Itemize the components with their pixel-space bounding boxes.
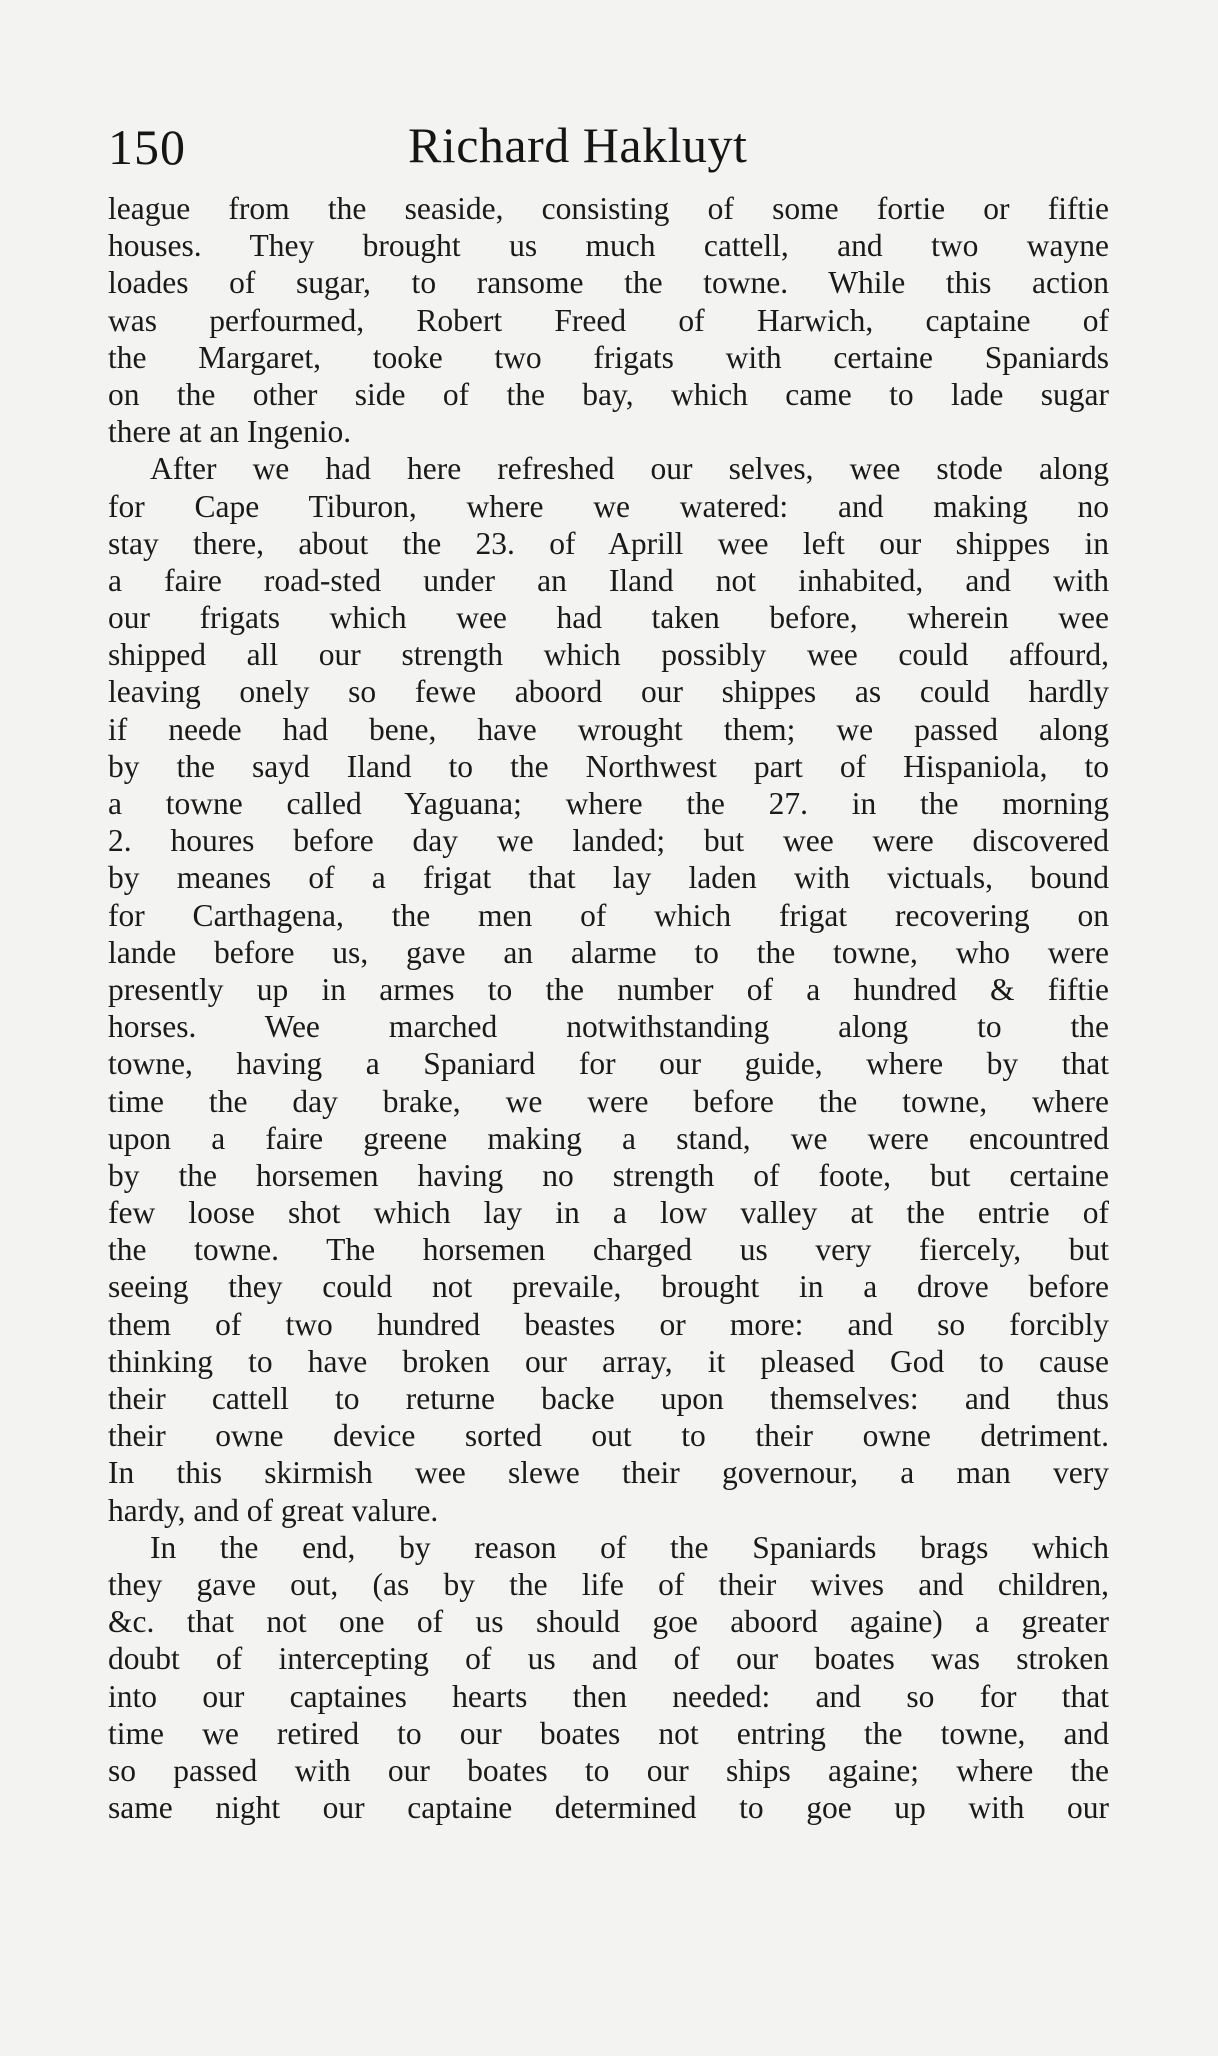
text-line: time we retired to our boates not entring the towne, and — [108, 1715, 1109, 1751]
text-line: the towne. The horsemen charged us very fiercely, but — [108, 1232, 1109, 1268]
text-line: by meanes of a frigat that lay laden with victuals, bound — [108, 860, 1109, 896]
paragraph — [108, 450, 1109, 1528]
text-line: same night our captaine determined to goe up with our — [108, 1790, 1109, 1826]
text-line: on the other side of the bay, which came to lade sugar — [108, 376, 1109, 412]
text-line: shipped all our strength which possibly wee could affourd, — [108, 637, 1109, 673]
text-line: hardy, and of great valure. — [108, 1492, 439, 1528]
page-number: 150 — [108, 119, 186, 175]
text-line: In the end, by reason of the Spaniards brags which — [150, 1529, 1109, 1565]
text-line: few loose shot which lay in a low valley at the entrie of — [108, 1195, 1109, 1231]
text-line: if neede had bene, have wrought them; we passed along — [108, 711, 1109, 747]
text-line: there at an Ingenio. — [108, 414, 352, 450]
text-line: by the sayd Iland to the Northwest part of Hispaniola, to — [108, 748, 1109, 784]
text-line: the Margaret, tooke two frigats with certaine Spaniards — [108, 339, 1109, 375]
text-line: horses. Wee marched notwithstanding along to the — [108, 1009, 1109, 1045]
body-text — [108, 190, 1109, 1826]
text-line: them of two hundred beastes or more: and so forcibly — [108, 1306, 1109, 1342]
text-line: seeing they could not prevaile, brought in a drove before — [108, 1269, 1109, 1305]
paragraph — [108, 190, 1109, 450]
text-line: 2. houres before day we landed; but wee were discovered — [108, 823, 1109, 859]
text-line: for Carthagena, the men of which frigat recovering on — [108, 897, 1109, 933]
text-line: towne, having a Spaniard for our guide, where by that — [108, 1046, 1109, 1082]
text-line: their cattell to returne backe upon themselves: and thus — [108, 1381, 1109, 1416]
text-line: presently up in armes to the number of a hundred & fiftie — [108, 971, 1109, 1007]
text-line: leaving onely so fewe aboord our shippes as could hardly — [108, 674, 1109, 710]
text-line: they gave out, (as by the life of their wives and children, — [108, 1566, 1109, 1602]
text-line: upon a faire greene making a stand, we were encountred — [108, 1120, 1109, 1156]
text-line: houses. They brought us much cattell, and two wayne — [108, 228, 1109, 264]
text-line: time the day brake, we were before the towne, where — [108, 1083, 1109, 1119]
text-line: league from the seaside, consisting of some fortie or fiftie — [108, 191, 1109, 226]
text-line: by the horsemen having no strength of foote, but certaine — [108, 1157, 1109, 1193]
text-line: In this skirmish wee slewe their governour, a man very — [108, 1455, 1109, 1491]
text-line: thinking to have broken our array, it pleased God to cause — [108, 1343, 1109, 1379]
text-line: their owne device sorted out to their owne detriment. — [108, 1418, 1109, 1454]
paragraph — [108, 1529, 1109, 1827]
text-line: our frigats which wee had taken before, wherein wee — [108, 600, 1109, 636]
text-line: doubt of intercepting of us and of our boates was stroken — [108, 1641, 1109, 1677]
text-line: a towne called Yaguana; where the 27. in the morning — [108, 786, 1109, 821]
text-line: lande before us, gave an alarme to the towne, who were — [108, 934, 1109, 970]
text-line: loades of sugar, to ransome the towne. While this action — [108, 265, 1109, 301]
text-line: a faire road-sted under an Iland not inhabited, and with — [108, 562, 1109, 598]
text-line: was perfourmed, Robert Freed of Harwich, captaine of — [108, 302, 1109, 338]
text-line: for Cape Tiburon, where we watered: and making no — [108, 488, 1109, 524]
text-line: so passed with our boates to our ships againe; where the — [108, 1752, 1109, 1788]
page-header — [108, 118, 1108, 178]
text-line: After we had here refreshed our selves, wee stode along — [150, 451, 1109, 487]
text-line: into our captaines hearts then needed: and so for that — [108, 1678, 1109, 1714]
text-line: &c. that not one of us should goe aboord againe) a greater — [108, 1604, 1109, 1640]
running-head: Richard Hakluyt — [408, 117, 748, 173]
text-line: stay there, about the 23. of Aprill wee left our shippes in — [108, 525, 1109, 561]
